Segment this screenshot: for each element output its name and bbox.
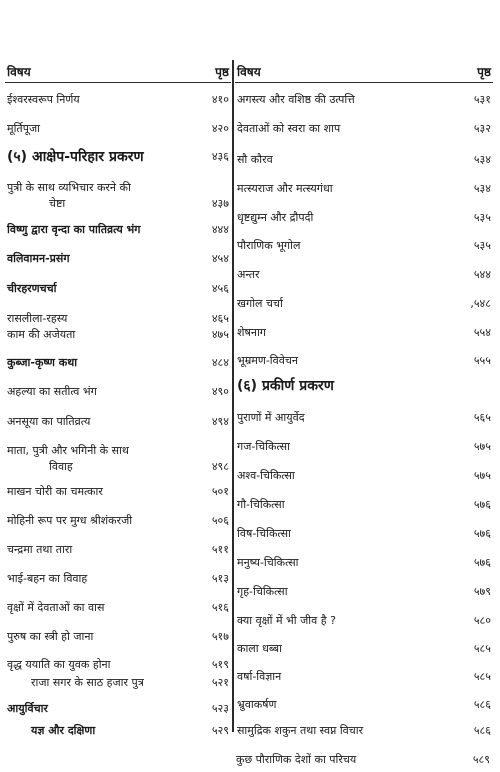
right-column-header	[235, 60, 493, 83]
table-of-contents: विषय पृष्ठ ईश्वरस्वरूप निर्णय ४१० मूर्तिपूजा ४२० (५) आक्षेप-परिहार प्रकरण ४३६ पुत्री के साथ व्यभिचार करने की चेष्टा ४३७ विष्णु द्वारा वृन्दा का पातिव्रत्य भंग ४४४ वलिवामन-प्रसंग ४५४ चीरहरणचर्चा ४५६ रासलीला-रहस्य ४६५ काम की अजेयता ४७५ कुब्जा-कृष्ण कथा ४८४ अहल्या का सतीत्व भंग ४९० अनसूया का पातिव्रत्य ४९४ माता, पुत्री और भगिनी के साथ विवाह ४९८ माखन चोरी का चमत्कार ५०१ मोहिनी रूप पर मुग्ध श्रीशंकरजी ५०६ चन्द्रमा तथा तारा ५११ भाई-बहन का विवाह ५१३ वृक्षों में देवताओं का वास ५१६ पुरुष का स्त्री हो जाना ५१७ वृद्ध ययाति का युवक होना ५१९ राजा सगर के साठ हजार पुत्र ५२१ आयुर्विचार ५२३ यज्ञ और दक्षिणा ५२९ विषय पृष्ठ अगस्त्य और वशिष्ठ की उत्पत्ति ५३१ देवताओं को स्वरा का शाप ५३२ सौ कौरव ५३४ मत्स्यराज और मत्स्यगंधा ५३४ धृष्टद्युम्न और द्रौपदी ५३५ पौराणिक भूगोल ५३५ अन्तर ५४४ खगोल चर्चा ,५४८ शेषनाग ५५४ भूम्रमण-विवेचन ५५५ (६) प्रकीर्ण प्रकरण पुराणों में आयुर्वेद ५६५ गज-चिकित्सा ५७५ अश्व-चिकित्सा ५७५ गौ-चिकित्सा ५७६ विष-चिकित्सा ५७६ मनुष्य-चिकित्सा ५७६ गृह-चिकित्सा ५७९ क्या वृक्षों में भी जीव है ? ५८० काला धब्बा ५८५ वर्षा-विज्ञान ५८५ भ्रुवाकर्षण ५८६ सामुद्रिक शकुन तथा स्वप्न विचार ५८६	[5, 60, 493, 740]
toc-entry-last: कुछ पौराणिक देशों का परिचय ५८९	[236, 753, 490, 766]
left-column-header	[5, 60, 231, 83]
subject-header: विषय	[7, 65, 31, 79]
page-header: पृष्ठ	[215, 65, 229, 79]
page-header: पृष्ठ	[477, 65, 491, 79]
column-divider	[232, 60, 234, 732]
subject-header: विषय	[237, 65, 261, 79]
